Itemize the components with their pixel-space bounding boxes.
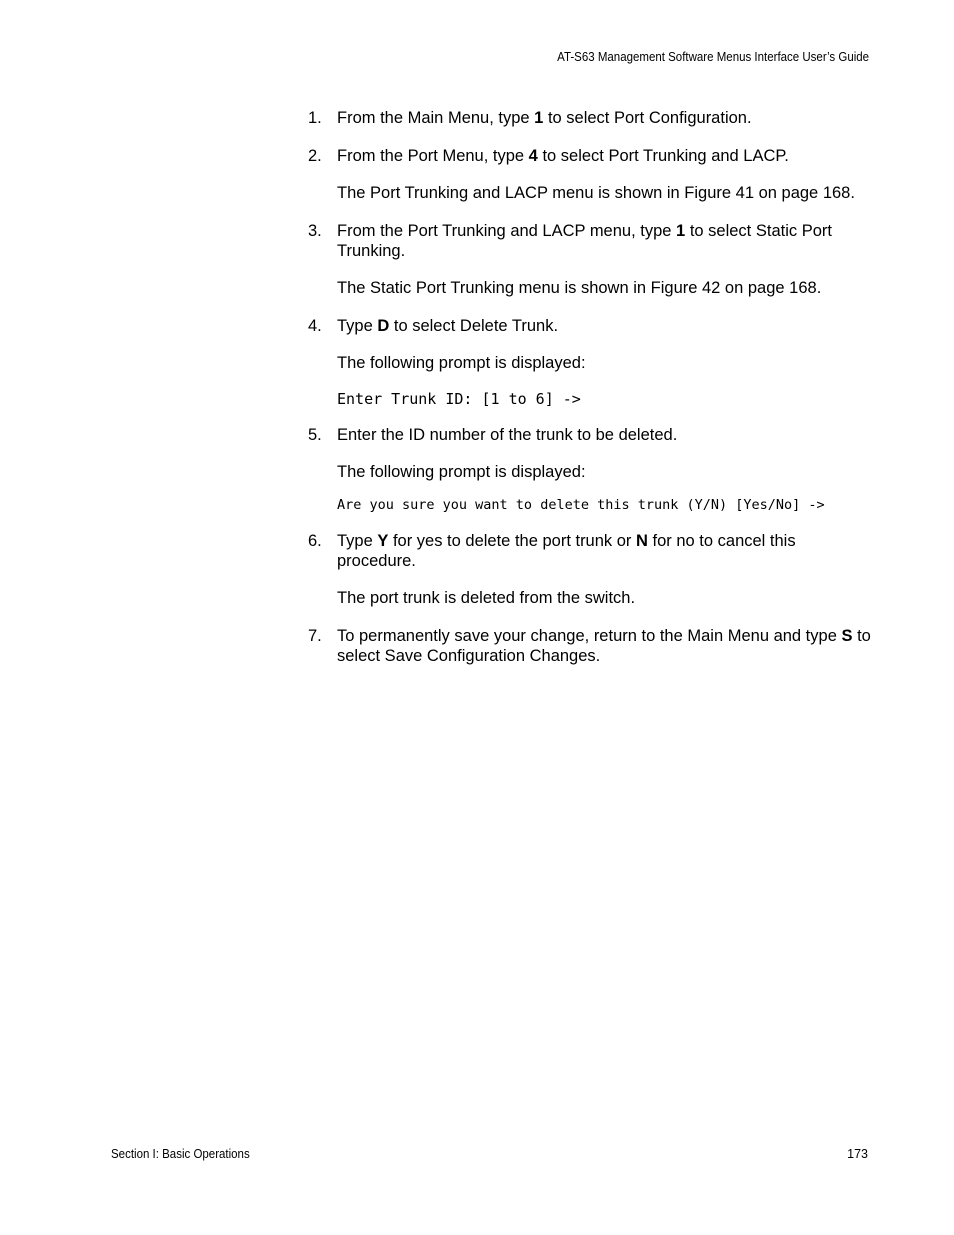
key-label: S <box>841 627 853 645</box>
note-prompt-displayed: The following prompt is displayed: <box>337 463 586 481</box>
note-static-trunking-menu: The Static Port Trunking menu is shown in Figure 42 on page 168. <box>337 279 822 297</box>
key-label: Y <box>377 532 389 550</box>
step-text: From the Main Menu, type 1 to select Port Configuration. <box>337 109 752 127</box>
key-label: 1 <box>534 109 544 127</box>
note-prompt-displayed: The following prompt is displayed: <box>337 354 586 372</box>
page-number: 173 <box>847 1147 868 1161</box>
step-text: From the Port Trunking and LACP menu, type 1 to select Static Port Trunking. <box>337 222 832 260</box>
step-text: From the Port Menu, type 4 to select Port Trunking and LACP. <box>337 147 789 165</box>
key-label: D <box>377 317 390 335</box>
step-number: 3. <box>308 222 322 240</box>
step-number: 2. <box>308 147 322 165</box>
step-number: 1. <box>308 109 322 127</box>
confirm-delete-prompt: Are you sure you want to delete this trunk (Y/N) [Yes/No] -> <box>337 497 825 513</box>
step-text: Enter the ID number of the trunk to be deleted. <box>337 426 678 444</box>
note-trunk-deleted: The port trunk is deleted from the switch. <box>337 589 636 607</box>
step-number: 6. <box>308 532 322 550</box>
step-number: 4. <box>308 317 322 335</box>
key-label: N <box>636 532 648 550</box>
step-text: To permanently save your change, return to the Main Menu and type S to select Save Configuration Changes. <box>337 627 871 665</box>
step-number: 5. <box>308 426 322 444</box>
key-label: 4 <box>528 147 538 165</box>
step-text: Type D to select Delete Trunk. <box>337 317 559 335</box>
footer-section: Section I: Basic Operations <box>111 1147 250 1161</box>
note-port-trunking-menu: The Port Trunking and LACP menu is shown in Figure 41 on page 168. <box>337 184 855 202</box>
step-text: Type Y for yes to delete the port trunk or N for no to cancel this procedure. <box>337 532 796 570</box>
running-header: AT-S63 Management Software Menus Interface User’s Guide <box>557 50 869 64</box>
step-number: 7. <box>308 627 322 645</box>
key-label: 1 <box>676 222 686 240</box>
trunk-id-prompt: Enter Trunk ID: [1 to 6] -> <box>337 390 581 408</box>
